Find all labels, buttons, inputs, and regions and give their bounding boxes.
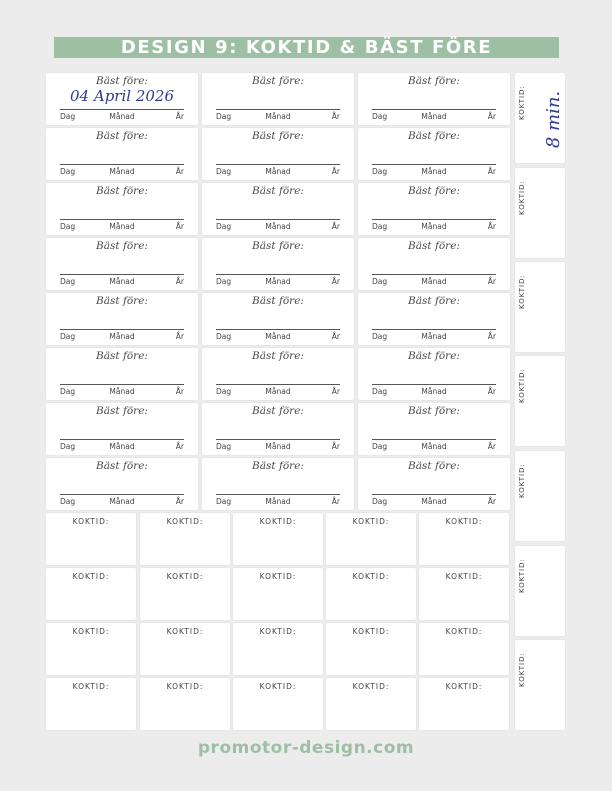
date-line [372,164,496,165]
date-line [216,274,340,275]
year-label: År [487,387,496,396]
cook-time-label [326,623,416,675]
day-label: Dag [372,112,388,121]
day-label: Dag [60,222,76,231]
best-before-heading: Bäst före: [408,75,460,87]
date-line [216,384,340,385]
best-before-heading: Bäst före: [96,405,148,417]
year-label: År [331,387,340,396]
best-before-label [358,458,510,510]
month-label: Månad [109,497,135,506]
year-label: År [331,167,340,176]
cook-time-heading: KOKTID: [518,274,526,309]
best-before-heading: Bäst före: [408,405,460,417]
cook-time-label [140,568,230,620]
best-before-label [358,293,510,345]
cook-time-heading: KOKTID: [352,682,390,691]
day-label: Dag [372,222,388,231]
cook-time-heading: KOKTID: [259,572,297,581]
best-before-heading: Bäst före: [96,350,148,362]
best-before-heading: Bäst före: [252,295,304,307]
handwritten-date: 04 April 2026 [70,87,174,105]
month-label: Månad [265,332,291,341]
date-line [60,329,184,330]
cook-time-side-label [515,262,565,352]
day-label: Dag [60,112,76,121]
month-label: Månad [421,112,447,121]
month-label: Månad [109,277,135,286]
day-label: Dag [60,277,76,286]
date-line [60,274,184,275]
best-before-heading: Bäst före: [252,460,304,472]
cook-time-heading: KOKTID: [445,627,483,636]
cook-time-heading: KOKTID: [72,627,110,636]
date-line [372,329,496,330]
best-before-label [202,183,354,235]
best-before-heading: Bäst före: [252,405,304,417]
year-label: År [331,112,340,121]
month-label: Månad [265,222,291,231]
best-before-heading: Bäst före: [96,185,148,197]
cook-time-heading: KOKTID: [352,517,390,526]
best-before-label [202,293,354,345]
year-label: År [487,497,496,506]
best-before-label [46,238,198,290]
month-label: Månad [109,112,135,121]
day-label: Dag [60,332,76,341]
year-label: År [331,222,340,231]
month-label: Månad [265,387,291,396]
month-label: Månad [265,497,291,506]
date-line [60,439,184,440]
day-label: Dag [216,277,232,286]
cook-time-label [233,623,323,675]
cook-time-side-label [515,356,565,446]
cook-time-heading: KOKTID: [518,180,526,215]
cook-time-label [140,513,230,565]
year-label: År [175,442,184,451]
year-label: År [331,442,340,451]
cook-time-side-label [515,73,565,163]
best-before-heading: Bäst före: [96,240,148,252]
day-label: Dag [372,442,388,451]
day-label: Dag [216,112,232,121]
cook-time-label [233,678,323,730]
cook-time-heading: KOKTID: [518,85,526,120]
day-label: Dag [60,387,76,396]
month-label: Månad [421,442,447,451]
cook-time-side-label [515,168,565,258]
month-label: Månad [421,222,447,231]
date-line [216,329,340,330]
day-label: Dag [216,497,232,506]
date-line [216,219,340,220]
cook-time-heading: KOKTID: [72,682,110,691]
best-before-label [46,183,198,235]
month-label: Månad [109,332,135,341]
month-label: Månad [265,167,291,176]
year-label: År [487,442,496,451]
best-before-heading: Bäst före: [96,460,148,472]
cook-time-heading: KOKTID: [259,682,297,691]
cook-time-heading: KOKTID: [518,463,526,498]
cook-time-heading: KOKTID: [166,682,204,691]
cook-time-label [326,678,416,730]
day-label: Dag [60,442,76,451]
cook-time-side-label [515,546,565,636]
best-before-label [358,183,510,235]
cook-time-heading: KOKTID: [259,627,297,636]
month-label: Månad [265,442,291,451]
cook-time-heading: KOKTID: [352,627,390,636]
best-before-label [358,128,510,180]
cook-time-heading: KOKTID: [445,517,483,526]
month-label: Månad [109,387,135,396]
cook-time-label [419,513,509,565]
best-before-heading: Bäst före: [252,185,304,197]
cook-time-label [233,568,323,620]
best-before-heading: Bäst före: [96,130,148,142]
best-before-label [202,238,354,290]
month-label: Månad [109,222,135,231]
cook-time-heading: KOKTID: [352,572,390,581]
cook-time-heading: KOKTID: [72,517,110,526]
cook-time-heading: KOKTID: [259,517,297,526]
day-label: Dag [60,497,76,506]
day-label: Dag [216,167,232,176]
date-line [372,219,496,220]
month-label: Månad [421,277,447,286]
year-label: År [175,277,184,286]
best-before-label [202,128,354,180]
handwritten-cook-time: 8 min. [543,90,565,149]
day-label: Dag [216,332,232,341]
day-label: Dag [372,497,388,506]
day-label: Dag [372,277,388,286]
cook-time-heading: KOKTID: [166,517,204,526]
cook-time-label [46,568,136,620]
best-before-heading: Bäst före: [252,350,304,362]
year-label: År [175,497,184,506]
year-label: År [487,277,496,286]
day-label: Dag [372,167,388,176]
cook-time-label [326,513,416,565]
date-line [216,494,340,495]
best-before-label [358,403,510,455]
cook-time-label [326,568,416,620]
month-label: Månad [265,112,291,121]
best-before-label [46,73,198,125]
date-line [60,219,184,220]
best-before-label [202,348,354,400]
day-label: Dag [216,442,232,451]
cook-time-heading: KOKTID: [166,572,204,581]
cook-time-label [140,678,230,730]
month-label: Månad [265,277,291,286]
cook-time-label [46,678,136,730]
best-before-heading: Bäst före: [408,350,460,362]
best-before-label [46,293,198,345]
year-label: År [175,112,184,121]
date-line [60,109,184,110]
cook-time-label [419,623,509,675]
date-line [372,274,496,275]
best-before-heading: Bäst före: [408,130,460,142]
best-before-heading: Bäst före: [252,240,304,252]
best-before-label [202,403,354,455]
year-label: År [175,387,184,396]
footer-website: promotor-design.com [197,738,415,758]
best-before-label [202,458,354,510]
best-before-label [358,348,510,400]
cook-time-side-label [515,451,565,541]
date-line [216,164,340,165]
date-line [372,384,496,385]
date-line [216,109,340,110]
cook-time-heading: KOKTID: [72,572,110,581]
best-before-label [358,238,510,290]
best-before-label [46,348,198,400]
cook-time-heading: KOKTID: [445,572,483,581]
month-label: Månad [109,167,135,176]
cook-time-heading: KOKTID: [518,558,526,593]
month-label: Månad [421,497,447,506]
cook-time-heading: KOKTID: [166,627,204,636]
month-label: Månad [109,442,135,451]
date-line [60,494,184,495]
year-label: År [331,277,340,286]
best-before-heading: Bäst före: [408,240,460,252]
date-line [372,109,496,110]
month-label: Månad [421,387,447,396]
cook-time-label [46,513,136,565]
cook-time-label [233,513,323,565]
day-label: Dag [372,332,388,341]
best-before-heading: Bäst före: [252,75,304,87]
month-label: Månad [421,332,447,341]
date-line [216,439,340,440]
cook-time-heading: KOKTID: [518,652,526,687]
cook-time-heading: KOKTID: [518,368,526,403]
year-label: År [175,167,184,176]
year-label: År [331,332,340,341]
best-before-label [358,73,510,125]
page-title: DESIGN 9: KOKTID & BÄST FÖRE [54,37,559,58]
year-label: År [487,332,496,341]
year-label: År [487,112,496,121]
best-before-heading: Bäst före: [408,460,460,472]
cook-time-label [46,623,136,675]
best-before-heading: Bäst före: [252,130,304,142]
cook-time-label [140,623,230,675]
year-label: År [331,497,340,506]
date-line [60,384,184,385]
best-before-heading: Bäst före: [408,295,460,307]
cook-time-heading: KOKTID: [445,682,483,691]
date-line [372,494,496,495]
month-label: Månad [421,167,447,176]
cook-time-label [419,568,509,620]
date-line [372,439,496,440]
day-label: Dag [372,387,388,396]
year-label: År [487,167,496,176]
day-label: Dag [216,222,232,231]
year-label: År [487,222,496,231]
best-before-label [202,73,354,125]
day-label: Dag [60,167,76,176]
best-before-heading: Bäst före: [408,185,460,197]
best-before-heading: Bäst före: [96,75,148,87]
best-before-label [46,458,198,510]
cook-time-label [419,678,509,730]
day-label: Dag [216,387,232,396]
year-label: År [175,222,184,231]
cook-time-side-label [515,640,565,730]
best-before-heading: Bäst före: [96,295,148,307]
best-before-label [46,128,198,180]
year-label: År [175,332,184,341]
best-before-label [46,403,198,455]
date-line [60,164,184,165]
